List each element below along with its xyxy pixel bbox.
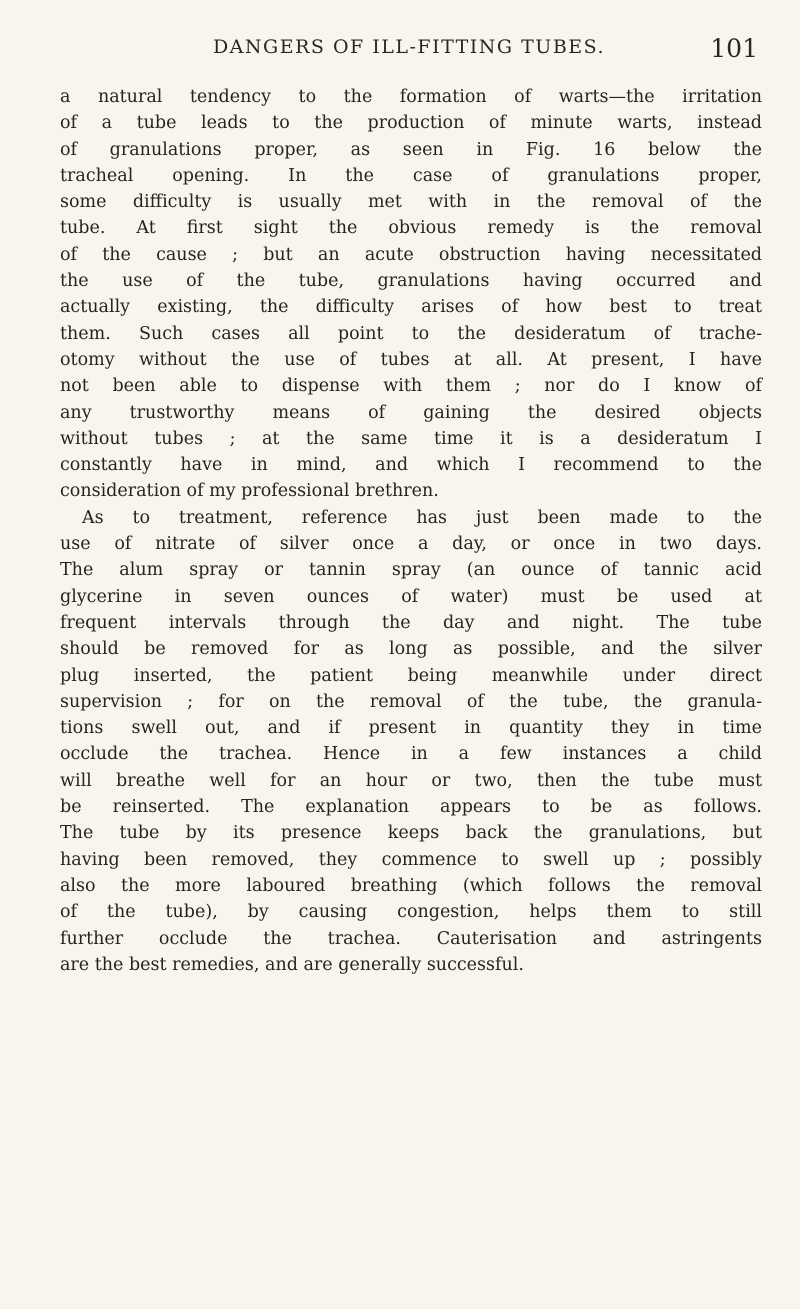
text-line: of granulations proper, as seen in Fig. 16 below the bbox=[60, 139, 762, 160]
running-title: DANGERS OF ILL-FITTING TUBES. bbox=[212, 36, 606, 58]
text-line: not been able to dispense with them ; nor do I know of bbox=[60, 376, 762, 397]
text-line: As to treatment, reference has just been made to the bbox=[82, 507, 762, 528]
text-line: some difficulty is usually met with in the removal of the bbox=[60, 192, 762, 213]
paragraph-1 bbox=[60, 84, 762, 505]
text-line: glycerine in seven ounces of water) must be used at bbox=[60, 586, 762, 607]
body-text bbox=[60, 84, 762, 978]
text-line: use of nitrate of silver once a day, or once in two days. bbox=[60, 534, 762, 555]
text-line: the use of the tube, granulations having occurred and bbox=[60, 271, 762, 292]
text-line: consideration of my professional brethren. bbox=[60, 481, 439, 502]
text-line: frequent intervals through the day and night. The tube bbox=[60, 612, 762, 633]
text-line: constantly have in mind, and which I recommend to the bbox=[60, 455, 762, 476]
text-line: without tubes ; at the same time it is a desideratum I bbox=[60, 428, 762, 449]
text-line: tions swell out, and if present in quantity they in time bbox=[60, 718, 762, 739]
text-line: them. Such cases all point to the desideratum of trache- bbox=[60, 323, 762, 344]
text-line: plug inserted, the patient being meanwhile under direct bbox=[60, 665, 762, 686]
text-line: of a tube leads to the production of minute warts, instead bbox=[60, 113, 762, 134]
text-line: tube. At first sight the obvious remedy is the removal bbox=[60, 218, 762, 239]
text-line: The alum spray or tannin spray (an ounce of tannic acid bbox=[60, 560, 762, 581]
text-line: will breathe well for an hour or two, then the tube must bbox=[60, 770, 762, 791]
text-line: having been removed, they commence to swell up ; possibly bbox=[60, 849, 762, 870]
text-line: supervision ; for on the removal of the tube, the granula- bbox=[60, 691, 762, 712]
text-line: actually existing, the difficulty arises of how best to treat bbox=[60, 297, 762, 318]
running-head bbox=[60, 34, 758, 66]
text-line: a natural tendency to the formation of warts—the irritation bbox=[60, 87, 762, 107]
page-number: 101 bbox=[710, 34, 758, 63]
text-line: also the more laboured breathing (which follows the removal bbox=[60, 875, 762, 896]
text-line: The tube by its presence keeps back the granulations, but bbox=[60, 823, 762, 844]
text-line: should be removed for as long as possible, and the silver bbox=[60, 639, 762, 660]
text-line: further occlude the trachea. Cauterisation and astringents bbox=[60, 928, 762, 949]
paragraph-2 bbox=[60, 505, 762, 978]
text-line: of the cause ; but an acute obstruction having necessitated bbox=[60, 244, 762, 265]
text-line: of the tube), by causing congestion, helps them to still bbox=[60, 902, 762, 923]
text-line: are the best remedies, and are generally successful. bbox=[60, 954, 524, 975]
text-line: occlude the trachea. Hence in a few instances a child bbox=[60, 744, 762, 765]
text-line: otomy without the use of tubes at all. At present, I have bbox=[60, 349, 762, 370]
text-line: any trustworthy means of gaining the desired objects bbox=[60, 402, 762, 423]
text-line: tracheal opening. In the case of granulations proper, bbox=[60, 165, 762, 186]
text-line: be reinserted. The explanation appears to be as follows. bbox=[60, 797, 762, 818]
